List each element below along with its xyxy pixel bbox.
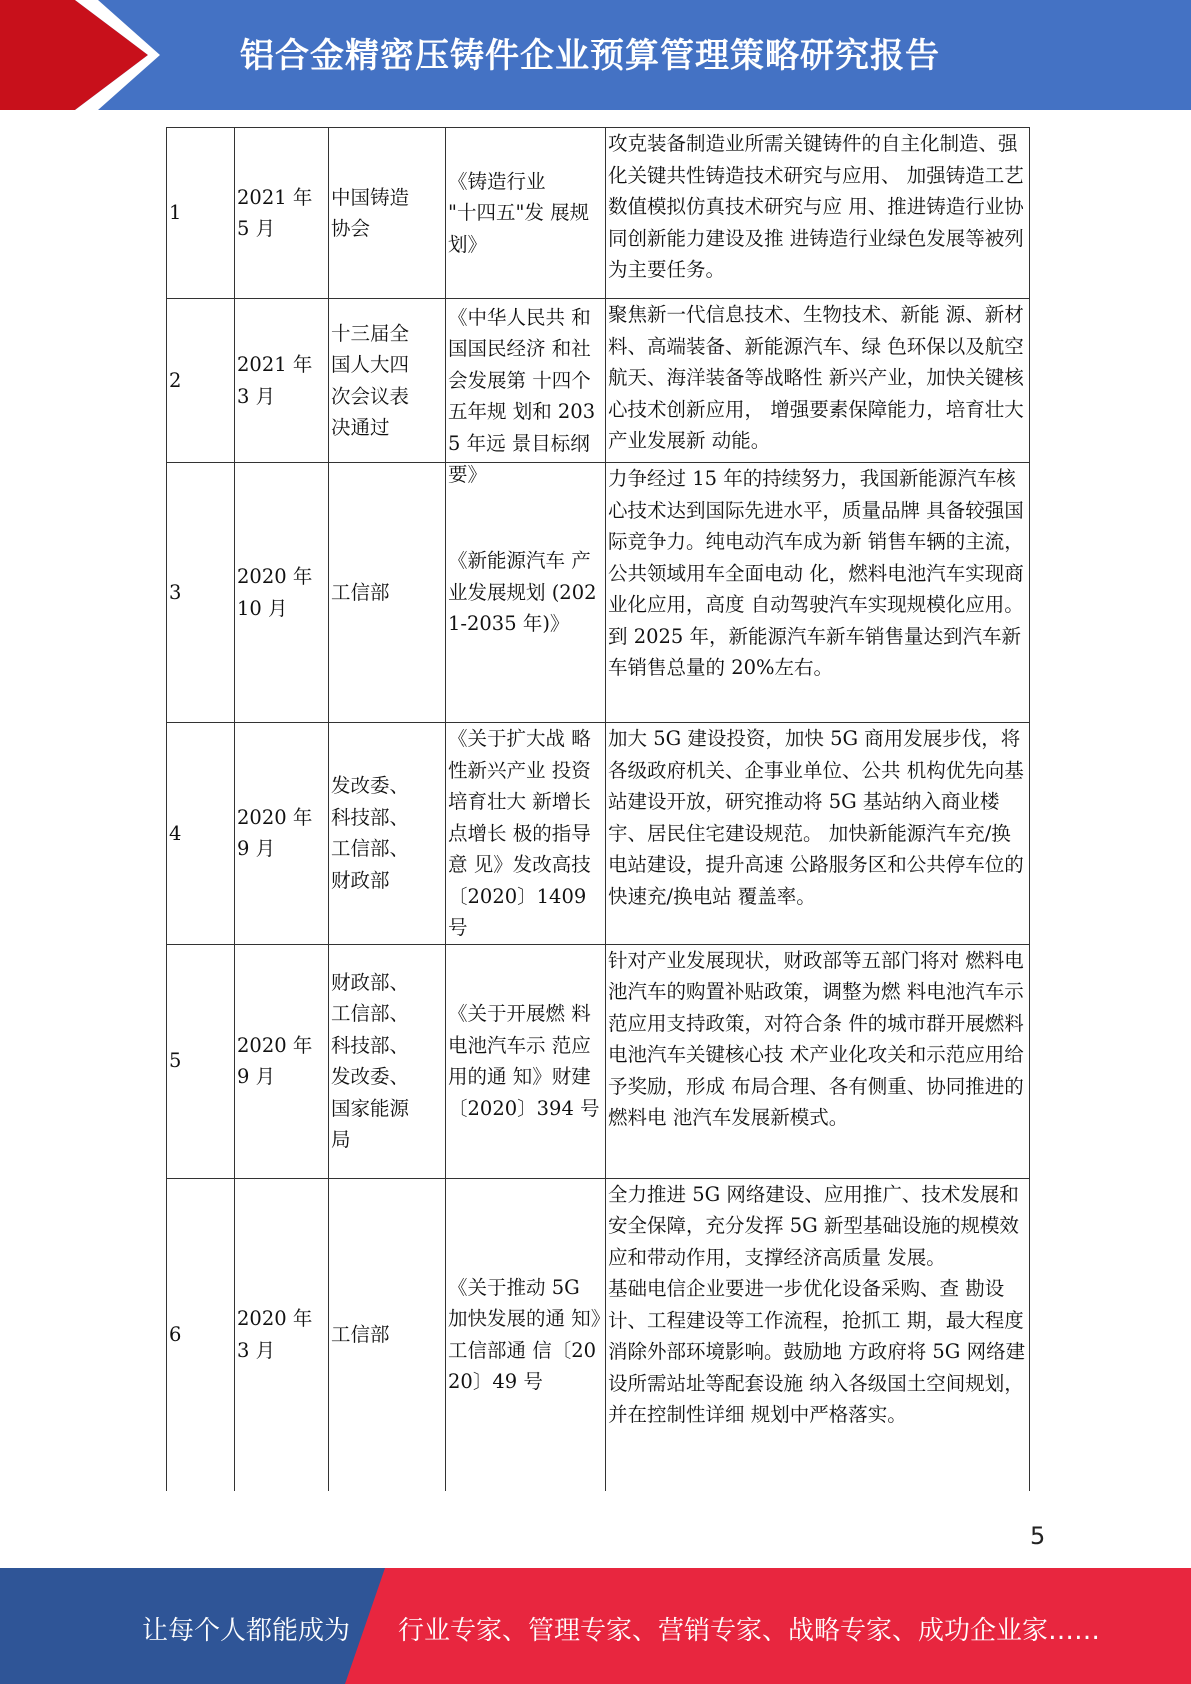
row-issuer: 中国铸造 协会 xyxy=(329,128,446,299)
row-document: 《中华人民共 和国国民经济 和社会发展第 十四个五年规 划和 2035 年远 景目标纲要》 xyxy=(446,299,606,463)
row-document: 《新能源汽车 产业发展规划 (2021-2035 年)》 xyxy=(446,463,606,723)
row-content: 针对产业发展现状，财政部等五部门将对 燃料电池汽车的购置补贴政策，调整为燃 料电池汽车示范应用支持政策，对符合条 件的城市群开展燃料电池汽车关键核心技 术产业化攻关和示范应用给予奖励，形成 布局合理、各有侧重、协同推进的燃料电 池汽车发展新模式。 xyxy=(606,944,1030,1178)
page-number: 5 xyxy=(1030,1522,1046,1550)
row-document: 《铸造行业 "十四五"发 展规 划》 xyxy=(446,128,606,299)
row-content: 力争经过 15 年的持续努力，我国新能源汽车核心技术达到国际先进水平，质量品牌 具备较强国际竞争力。纯电动汽车成为新 销售车辆的主流，公共领域用车全面电动 化，燃料电池汽车实现商业化应用，高度 自动驾驶汽车实现规模化应用。 到 2025 年，新能源汽车新车销售量达到汽车新车销售总量的 20%左右。 xyxy=(606,463,1030,723)
row-issuer: 十三届全 国人大四 次会议表 决通过 xyxy=(329,299,446,463)
row-issuer: 发改委、 科技部、 工信部、 财政部 xyxy=(329,723,446,945)
row-number: 4 xyxy=(167,723,235,945)
row-content: 加大 5G 建设投资，加快 5G 商用发展步伐，将各级政府机关、企事业单位、公共 机构优先向基站建设开放，研究推动将 5G 基站纳入商业楼宇、居民住宅建设规范。 加快新能源汽车充/换电站建设，提升高速 公路服务区和公共停车位的快速充/换电站 覆盖率。 xyxy=(606,723,1030,945)
row-number: 3 xyxy=(167,463,235,723)
row-date: 2020 年 9 月 xyxy=(235,944,329,1178)
row-issuer: 财政部、 工信部、 科技部、 发改委、 国家能源 局 xyxy=(329,944,446,1178)
table-row xyxy=(167,944,1030,1178)
table-row xyxy=(167,463,1030,723)
page-footer xyxy=(0,1568,1191,1684)
report-title: 铝合金精密压铸件企业预算管理策略研究报告 xyxy=(240,36,940,76)
row-number: 1 xyxy=(167,128,235,299)
table-row xyxy=(167,299,1030,463)
policy-table xyxy=(166,127,1024,1491)
page-header xyxy=(0,0,1191,110)
row-date: 2020 年 3 月 xyxy=(235,1178,329,1491)
row-document: 《关于开展燃 料电池汽车示 范应用的通 知》财建〔2020〕394 号 xyxy=(446,944,606,1178)
row-content: 全力推进 5G 网络建设、应用推广、技术发展和安全保障，充分发挥 5G 新型基础设施的规模效应和带动作用，支撑经济高质量 发展。 基础电信企业要进一步优化设备采购、查 勘设计、工程建设等工作流程，抢抓工 期，最大程度消除外部环境影响。鼓励地 方政府将 5G 网络建设所需站址等配套设施 纳入各级国土空间规划，并在控制性详细 规划中严格落实。 xyxy=(606,1178,1030,1491)
row-document: 《关于推动 5G 加快发展的通 知》工信部通 信〔2020〕49 号 xyxy=(446,1178,606,1491)
row-number: 6 xyxy=(167,1178,235,1491)
footer-slogan-right: 行业专家、管理专家、营销专家、战略专家、成功企业家…… xyxy=(398,1616,1101,1646)
table-row xyxy=(167,723,1030,945)
row-content: 攻克装备制造业所需关键铸件的自主化制造、强化关键共性铸造技术研究与应用、 加强铸造工艺数值模拟仿真技术研究与应 用、推进铸造行业协同创新能力建设及推 进铸造行业绿色发展等被列为主要任务。 xyxy=(606,128,1030,299)
row-number: 2 xyxy=(167,299,235,463)
row-date: 2021 年 5 月 xyxy=(235,128,329,299)
table-row xyxy=(167,1178,1030,1491)
row-date: 2020 年 10 月 xyxy=(235,463,329,723)
row-date: 2020 年 9 月 xyxy=(235,723,329,945)
row-number: 5 xyxy=(167,944,235,1178)
footer-slogan-left: 让每个人都能成为 xyxy=(142,1616,351,1646)
row-document: 《关于扩大战 略性新兴产业 投资培育壮大 新增长点增长 极的指导意 见》发改高技〔2020〕1409 号 xyxy=(446,723,606,945)
row-issuer: 工信部 xyxy=(329,463,446,723)
table-row xyxy=(167,128,1030,299)
row-date: 2021 年 3 月 xyxy=(235,299,329,463)
row-content: 聚焦新一代信息技术、生物技术、新能 源、新材料、高端装备、新能源汽车、绿 色环保以及航空航天、海洋装备等战略性 新兴产业，加快关键核心技术创新应用， 增强要素保障能力，培育壮大产业发展新 动能。 xyxy=(606,299,1030,463)
row-issuer: 工信部 xyxy=(329,1178,446,1491)
